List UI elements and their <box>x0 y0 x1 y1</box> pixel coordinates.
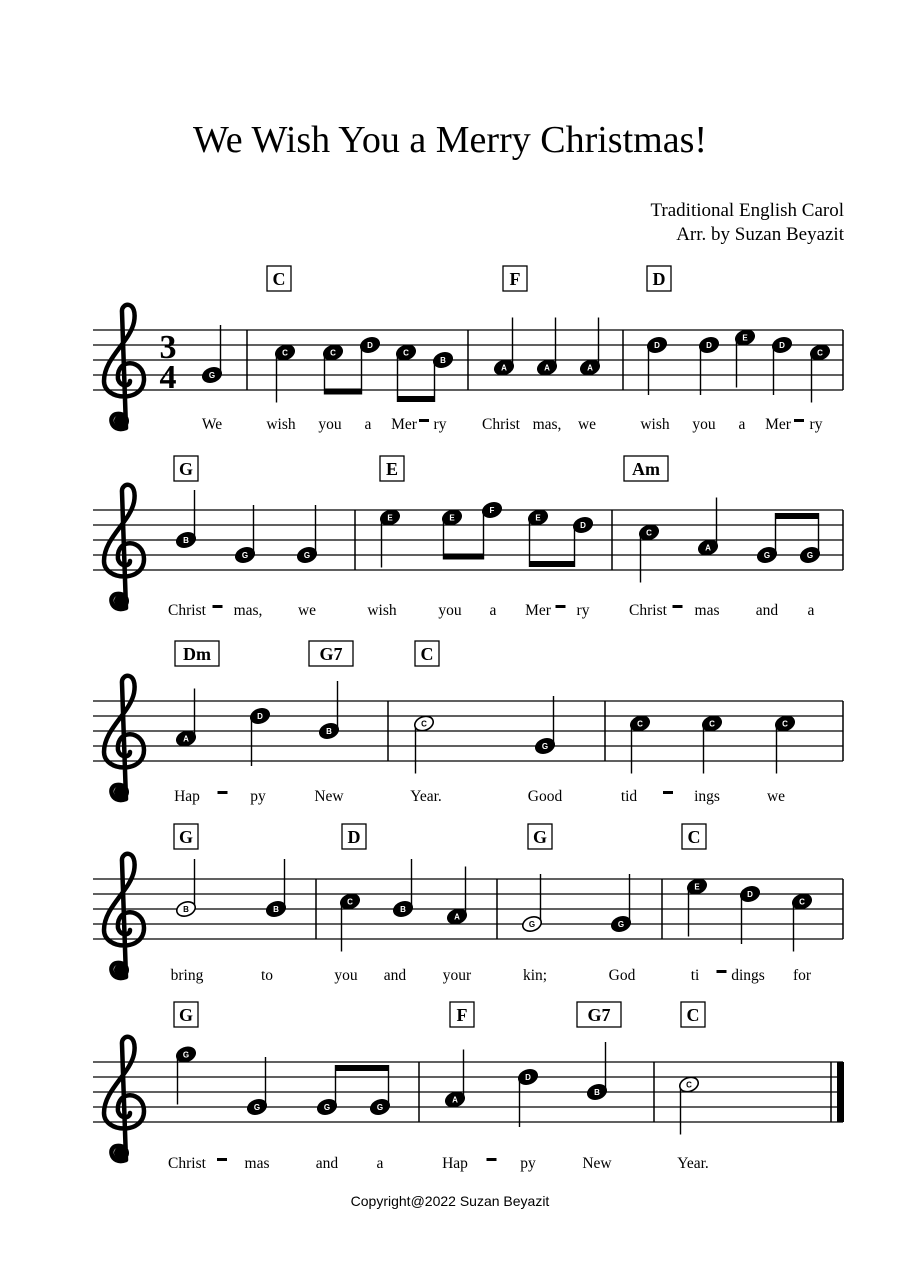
lyric-hyphen <box>663 791 673 794</box>
treble-clef-dot-icon <box>114 786 126 798</box>
lyric-syllable: Mer <box>391 416 417 433</box>
note-letter-label: B <box>326 727 332 736</box>
lyric-syllable: and <box>755 602 779 619</box>
note <box>318 681 341 741</box>
lyric-syllable: wish <box>266 416 296 433</box>
beam <box>530 561 575 567</box>
lyric-syllable: Mer <box>525 602 551 619</box>
lyric-syllable: a <box>364 416 372 433</box>
lyric-syllable: and <box>315 1155 339 1172</box>
treble-clef-icon <box>104 485 144 609</box>
chord-symbol <box>528 824 552 849</box>
note <box>234 505 257 565</box>
chord-label: G7 <box>319 644 343 664</box>
lyric-syllable: Year. <box>410 788 442 805</box>
time-signature-bottom: 4 <box>159 359 177 396</box>
note <box>638 523 661 583</box>
note-letter-label: G <box>208 371 216 380</box>
note <box>809 343 832 403</box>
chord-symbol <box>450 1002 474 1027</box>
chord-label: D <box>347 827 361 847</box>
chord-symbol <box>174 1002 198 1027</box>
lyric-syllable: we <box>766 788 786 805</box>
note <box>432 350 455 402</box>
lyric-syllable: God <box>608 967 636 984</box>
lyric-hyphen <box>213 605 223 608</box>
note <box>534 696 557 756</box>
note <box>392 859 415 919</box>
lyric-hyphen <box>217 1158 227 1161</box>
note <box>274 343 297 403</box>
chord-symbol <box>577 1002 621 1027</box>
note-letter-label: G <box>241 551 249 560</box>
note-letter-label: B <box>273 905 279 914</box>
chord-label: C <box>686 1005 700 1025</box>
note <box>339 892 362 952</box>
note <box>774 714 797 774</box>
note <box>265 859 288 919</box>
beam <box>325 389 362 395</box>
copyright-notice: Copyright@2022 Suzan Beyazit <box>350 1193 550 1209</box>
note-letter-label: C <box>330 348 336 358</box>
note <box>446 867 469 927</box>
lyric-syllable: you <box>334 967 358 984</box>
note <box>799 513 822 565</box>
lyric-syllable: to <box>260 967 274 984</box>
note-letter-label: C <box>799 897 805 907</box>
note <box>369 1065 392 1117</box>
lyric-syllable: bring <box>170 967 204 984</box>
lyric-syllable: Hap <box>442 1155 468 1172</box>
lyric-syllable: kin; <box>522 967 548 984</box>
lyric-syllable: a <box>807 602 815 619</box>
note-letter-label: A <box>587 363 593 373</box>
note <box>481 500 504 559</box>
note-letter-label: G <box>528 920 536 929</box>
chord-symbol <box>415 641 439 666</box>
lyric-syllable: Christ <box>168 602 206 619</box>
note-letter-label: D <box>257 712 263 721</box>
lyric-syllable: and <box>383 967 407 984</box>
staff-system-1 <box>93 266 843 433</box>
treble-clef-icon <box>104 854 144 978</box>
note <box>771 335 794 395</box>
lyric-hyphen <box>794 419 804 422</box>
lyric-syllable: New <box>582 1155 612 1172</box>
note <box>175 689 198 749</box>
beam <box>336 1065 389 1071</box>
note-letter-label: C <box>646 528 652 538</box>
note-letter-label: G <box>323 1103 331 1112</box>
note-letter-label: D <box>706 341 712 350</box>
treble-clef-dot-icon <box>114 595 126 607</box>
lyric-syllable: We <box>201 416 223 433</box>
chord-label: C <box>687 827 701 847</box>
lyric-syllable: ings <box>694 788 720 805</box>
note <box>175 859 198 919</box>
chord-label: C <box>272 269 286 289</box>
chord-label: E <box>385 459 399 479</box>
lyric-syllable: New <box>314 788 344 805</box>
note <box>697 498 720 558</box>
lyric-syllable: mas <box>244 1155 270 1172</box>
note-letter-label: A <box>705 543 711 553</box>
note-letter-label: G <box>253 1103 261 1112</box>
note-letter-label: C <box>637 719 643 729</box>
note <box>586 1042 609 1102</box>
note <box>246 1057 269 1117</box>
chord-symbol <box>682 824 706 849</box>
beam <box>444 554 484 560</box>
note <box>698 335 721 395</box>
lyric-syllable: mas, <box>233 602 263 619</box>
beam <box>398 396 435 402</box>
lyric-syllable: a <box>376 1155 384 1172</box>
note-letter-label: C <box>282 348 288 358</box>
lyric-syllable: a <box>738 416 746 433</box>
note <box>646 335 669 395</box>
note <box>175 490 198 550</box>
note-letter-label: D <box>779 341 785 350</box>
chord-symbol <box>647 266 671 291</box>
lyric-syllable: wish <box>367 602 397 619</box>
lyric-hyphen <box>673 605 683 608</box>
note <box>413 714 436 774</box>
note-letter-label: G <box>806 551 814 560</box>
note-letter-label: E <box>742 333 748 343</box>
chord-label: G7 <box>587 1005 611 1025</box>
chord-symbol <box>174 456 198 481</box>
note <box>536 318 559 378</box>
lyric-syllable: Good <box>527 788 563 805</box>
note-letter-label: A <box>183 734 189 744</box>
note <box>201 325 224 385</box>
chord-symbol <box>175 641 219 666</box>
lyric-syllable: Christ <box>629 602 667 619</box>
lyric-syllable: py <box>520 1155 536 1172</box>
note-letter-label: B <box>183 536 189 545</box>
note-letter-label: G <box>303 551 311 560</box>
treble-clef-dot-icon <box>114 415 126 427</box>
lyric-syllable: Mer <box>765 416 791 433</box>
note <box>493 318 516 378</box>
note-letter-label: G <box>541 742 549 751</box>
note-letter-label: B <box>183 905 189 914</box>
note-letter-label: D <box>525 1073 531 1082</box>
lyric-syllable: mas, <box>532 416 562 433</box>
note <box>316 1065 339 1117</box>
lyric-syllable: you <box>318 416 342 433</box>
time-signature-top: 3 <box>159 329 177 366</box>
chord-label: Dm <box>183 644 211 664</box>
note <box>359 335 382 394</box>
chord-label: G <box>178 1005 194 1025</box>
note-letter-label: A <box>544 363 550 373</box>
chord-symbol <box>624 456 668 481</box>
lyric-syllable: Year. <box>677 1155 709 1172</box>
lyric-syllable: your <box>442 967 472 984</box>
note-letter-label: G <box>182 1050 190 1060</box>
note <box>678 1075 701 1135</box>
staff-system-5 <box>93 1002 844 1172</box>
chord-label: G <box>178 827 194 847</box>
note <box>739 884 762 944</box>
lyric-syllable: you <box>692 416 716 433</box>
chord-label: C <box>420 644 434 664</box>
note-letter-label: E <box>694 882 700 892</box>
page-title: We Wish You a Merry Christmas! <box>192 119 708 161</box>
chord-label: F <box>456 1005 468 1025</box>
lyric-syllable: mas <box>694 602 720 619</box>
note <box>444 1050 467 1110</box>
note-letter-label: B <box>400 905 406 914</box>
chord-symbol <box>380 456 404 481</box>
note <box>701 714 724 774</box>
note-letter-label: A <box>452 1095 458 1105</box>
lyric-syllable: Christ <box>482 416 520 433</box>
lyric-syllable: Christ <box>168 1155 206 1172</box>
lyric-syllable: you <box>438 602 462 619</box>
note <box>441 508 464 560</box>
note <box>296 505 319 565</box>
note-letter-label: B <box>594 1088 600 1097</box>
beam <box>776 513 819 519</box>
composer-credit: Traditional English Carol <box>650 200 844 221</box>
chord-symbol <box>174 824 198 849</box>
note <box>175 1045 198 1105</box>
note-letter-label: B <box>440 356 446 365</box>
note-letter-label: D <box>747 890 753 899</box>
note <box>249 706 272 766</box>
note-letter-label: G <box>617 920 625 929</box>
chord-symbol <box>267 266 291 291</box>
note <box>791 892 814 952</box>
chord-label: D <box>652 269 666 289</box>
lyric-syllable: we <box>297 602 317 619</box>
staff-system-3 <box>93 641 843 805</box>
note-letter-label: G <box>376 1103 384 1112</box>
arranger-credit: Arr. by Suzan Beyazit <box>676 224 844 245</box>
note-letter-label: E <box>449 513 455 523</box>
note-letter-label: F <box>489 506 495 515</box>
lyric-hyphen <box>487 1158 497 1161</box>
chord-label: F <box>509 269 521 289</box>
staff-system-4 <box>93 824 843 984</box>
lyric-syllable: ry <box>576 602 590 619</box>
note-letter-label: C <box>709 719 715 729</box>
chord-label: G <box>532 827 548 847</box>
lyric-syllable: we <box>577 416 597 433</box>
treble-clef-icon <box>104 1037 144 1161</box>
lyric-syllable: for <box>792 967 812 984</box>
note <box>579 318 602 378</box>
lyric-syllable: py <box>250 788 266 805</box>
note <box>395 343 418 402</box>
note <box>517 1067 540 1127</box>
chord-symbol <box>342 824 366 849</box>
note <box>521 874 544 934</box>
lyric-syllable: ti <box>690 967 700 984</box>
lyric-syllable: wish <box>640 416 670 433</box>
chord-symbol <box>681 1002 705 1027</box>
lyric-hyphen <box>419 419 429 422</box>
note-letter-label: A <box>501 363 507 373</box>
lyric-hyphen <box>218 791 228 794</box>
note-letter-label: D <box>654 341 660 350</box>
note-letter-label: C <box>817 348 823 358</box>
lyric-syllable: Hap <box>174 788 200 805</box>
note-letter-label: C <box>347 897 353 907</box>
note <box>572 515 595 567</box>
treble-clef-dot-icon <box>114 1147 126 1159</box>
lyric-hyphen <box>556 605 566 608</box>
note-letter-label: C <box>782 719 788 729</box>
note <box>379 508 402 568</box>
note-letter-label: C <box>686 1080 692 1090</box>
treble-clef-icon <box>104 676 144 800</box>
note <box>322 343 345 395</box>
note-letter-label: A <box>454 912 460 922</box>
chord-symbol <box>309 641 353 666</box>
lyric-hyphen <box>717 970 727 973</box>
note-letter-label: E <box>535 513 541 523</box>
note <box>686 877 709 937</box>
lyric-syllable: a <box>489 602 497 619</box>
treble-clef-dot-icon <box>114 964 126 976</box>
note <box>756 513 779 565</box>
note <box>527 508 550 567</box>
note-letter-label: G <box>763 551 771 560</box>
lyric-syllable: tid <box>620 788 638 805</box>
note-letter-label: C <box>421 719 427 729</box>
chord-symbol <box>503 266 527 291</box>
lyric-syllable: dings <box>731 967 765 984</box>
lyric-syllable: ry <box>809 416 823 433</box>
note <box>629 714 652 774</box>
staff-system-2 <box>93 456 843 619</box>
note-letter-label: E <box>387 513 393 523</box>
note-letter-label: C <box>403 348 409 358</box>
treble-clef-icon <box>104 305 144 429</box>
note <box>734 328 757 388</box>
final-barline-thick <box>837 1062 844 1122</box>
chord-label: Am <box>632 459 660 479</box>
lyric-syllable: ry <box>433 416 447 433</box>
chord-label: G <box>178 459 194 479</box>
note <box>610 874 633 934</box>
note-letter-label: D <box>367 341 373 350</box>
note-letter-label: D <box>580 521 586 530</box>
